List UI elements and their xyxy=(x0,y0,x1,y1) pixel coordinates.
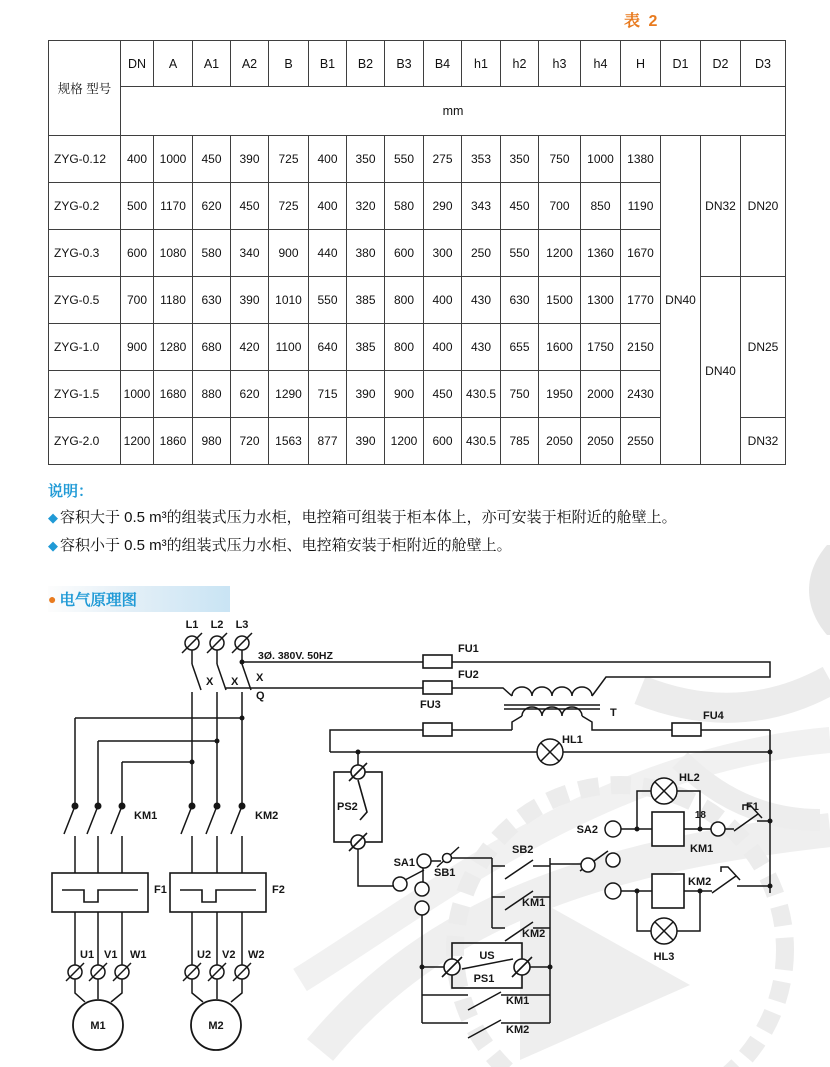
value-cell: 385 xyxy=(347,324,385,371)
value-cell: 2050 xyxy=(539,418,581,465)
col-header: h1 xyxy=(462,41,501,87)
label-t: T xyxy=(610,707,617,719)
lamp-hl3 xyxy=(651,918,677,944)
value-cell: 725 xyxy=(269,136,309,183)
value-cell: 390 xyxy=(231,277,269,324)
value-cell: 880 xyxy=(193,371,231,418)
lamp-hl1 xyxy=(537,739,563,765)
value-cell: 350 xyxy=(347,136,385,183)
diamond-bullet-icon: ◆ xyxy=(48,538,58,553)
label-f1-nc: F1 xyxy=(746,801,759,813)
value-cell: 1000 xyxy=(154,136,193,183)
label-m1: M1 xyxy=(90,1020,106,1032)
label-hl2: HL2 xyxy=(679,772,700,784)
value-cell: 390 xyxy=(347,418,385,465)
label-w2: W2 xyxy=(248,949,265,961)
label-l3: L3 xyxy=(235,619,249,631)
label-f1: F1 xyxy=(154,884,167,896)
model-cell: ZYG-2.0 xyxy=(49,418,121,465)
contactor-coil-km1 xyxy=(652,812,684,846)
value-cell: 400 xyxy=(424,324,462,371)
value-cell: 390 xyxy=(347,371,385,418)
value-cell: 450 xyxy=(424,371,462,418)
label-pin18: 18 xyxy=(694,810,706,821)
value-cell: 715 xyxy=(309,371,347,418)
value-cell: 1563 xyxy=(269,418,309,465)
d-column-cell: DN32 xyxy=(741,418,786,465)
model-cell: ZYG-0.2 xyxy=(49,183,121,230)
note-item xyxy=(48,533,768,558)
notes-title: 说明： xyxy=(48,483,94,500)
fuse-fu3 xyxy=(423,723,452,736)
col-header: A xyxy=(154,41,193,87)
unit-cell: mm xyxy=(121,87,786,136)
label-km2-main: KM2 xyxy=(255,810,279,822)
value-cell: 380 xyxy=(347,230,385,277)
notes-section xyxy=(48,480,768,561)
label-x1: X xyxy=(206,676,214,688)
label-supply: 3Ø. 380V. 50HZ xyxy=(258,650,333,662)
value-cell: 385 xyxy=(347,277,385,324)
value-cell: 680 xyxy=(193,324,231,371)
value-cell: 1670 xyxy=(621,230,661,277)
value-cell: 580 xyxy=(385,183,424,230)
value-cell: 400 xyxy=(309,136,347,183)
label-u2: U2 xyxy=(197,949,212,961)
value-cell: 750 xyxy=(539,136,581,183)
label-x2: X xyxy=(231,676,239,688)
model-cell: ZYG-0.5 xyxy=(49,277,121,324)
value-cell: 1200 xyxy=(539,230,581,277)
label-v1: V1 xyxy=(104,949,118,961)
value-cell: 725 xyxy=(269,183,309,230)
label-fu1: FU1 xyxy=(458,643,479,655)
value-cell: 1200 xyxy=(385,418,424,465)
value-cell: 1770 xyxy=(621,277,661,324)
model-cell: ZYG-0.12 xyxy=(49,136,121,183)
value-cell: 750 xyxy=(501,371,539,418)
value-cell: 1180 xyxy=(154,277,193,324)
value-cell: 877 xyxy=(309,418,347,465)
label-km1-bottom: KM1 xyxy=(506,995,530,1007)
value-cell: 1500 xyxy=(539,277,581,324)
model-cell: ZYG-1.0 xyxy=(49,324,121,371)
col-header: B1 xyxy=(309,41,347,87)
d-column-cell: DN25 xyxy=(741,277,786,418)
note-item xyxy=(48,505,768,530)
value-cell: 2000 xyxy=(581,371,621,418)
value-cell: 620 xyxy=(193,183,231,230)
section-header xyxy=(48,586,230,612)
label-fu2: FU2 xyxy=(458,669,479,681)
table-caption: 表 2 xyxy=(624,13,660,30)
label-sa1: SA1 xyxy=(393,857,415,869)
col-header: DN xyxy=(121,41,154,87)
d-column-cell: DN40 xyxy=(661,136,701,465)
value-cell: 1750 xyxy=(581,324,621,371)
note-text: 容积大于 0.5 m³的组装式压力水柜，电控箱可组装于柜本体上，亦可安装于柜附近的舱壁上。 xyxy=(60,509,677,526)
value-cell: 275 xyxy=(424,136,462,183)
label-m2: M2 xyxy=(208,1020,224,1032)
label-sb2: SB2 xyxy=(512,844,534,856)
col-header: D2 xyxy=(701,41,741,87)
label-x3: X xyxy=(256,672,264,684)
value-cell: 450 xyxy=(501,183,539,230)
supply-terminals xyxy=(182,633,252,653)
value-cell: 400 xyxy=(424,277,462,324)
value-cell: 430.5 xyxy=(462,418,501,465)
header-row xyxy=(49,41,786,87)
fuse-fu4 xyxy=(672,723,701,736)
d-column-cell: DN20 xyxy=(741,136,786,277)
circle-bullet-icon: ● xyxy=(48,591,57,607)
value-cell: 1360 xyxy=(581,230,621,277)
model-cell: ZYG-1.5 xyxy=(49,371,121,418)
thermal-relay-f1 xyxy=(52,873,148,912)
label-km2-aux: KM2 xyxy=(522,928,546,940)
label-hl1: HL1 xyxy=(562,734,583,746)
label-hl3: HL3 xyxy=(653,951,675,963)
label-km1-aux: KM1 xyxy=(522,897,546,909)
value-cell: 1190 xyxy=(621,183,661,230)
label-us: US xyxy=(479,950,495,962)
motor-terminals xyxy=(66,963,251,981)
value-cell: 1080 xyxy=(154,230,193,277)
value-cell: 640 xyxy=(309,324,347,371)
value-cell: 450 xyxy=(193,136,231,183)
value-cell: 2050 xyxy=(581,418,621,465)
value-cell: 1290 xyxy=(269,371,309,418)
note-text: 容积小于 0.5 m³的组装式压力水柜、电控箱安装于柜附近的舱壁上。 xyxy=(60,537,512,554)
value-cell: 900 xyxy=(385,371,424,418)
label-sa2: SA2 xyxy=(576,824,598,836)
value-cell: 400 xyxy=(121,136,154,183)
lamp-hl2 xyxy=(651,778,677,804)
value-cell: 600 xyxy=(385,230,424,277)
col-header: h4 xyxy=(581,41,621,87)
value-cell: 1380 xyxy=(621,136,661,183)
value-cell: 600 xyxy=(424,418,462,465)
value-cell: 430 xyxy=(462,324,501,371)
value-cell: 2550 xyxy=(621,418,661,465)
col-header: A2 xyxy=(231,41,269,87)
value-cell: 655 xyxy=(501,324,539,371)
value-cell: 390 xyxy=(231,136,269,183)
col-header: A1 xyxy=(193,41,231,87)
value-cell: 1280 xyxy=(154,324,193,371)
value-cell: 630 xyxy=(501,277,539,324)
value-cell: 1000 xyxy=(581,136,621,183)
value-cell: 550 xyxy=(309,277,347,324)
value-cell: 800 xyxy=(385,324,424,371)
value-cell: 1860 xyxy=(154,418,193,465)
value-cell: 580 xyxy=(193,230,231,277)
value-cell: 630 xyxy=(193,277,231,324)
value-cell: 353 xyxy=(462,136,501,183)
thermal-relay-f2 xyxy=(170,873,266,912)
label-sb1: SB1 xyxy=(434,867,456,879)
electrical-schematic xyxy=(0,612,830,1067)
col-header: B2 xyxy=(347,41,385,87)
value-cell: 2150 xyxy=(621,324,661,371)
label-l2: L2 xyxy=(210,619,224,631)
value-cell: 785 xyxy=(501,418,539,465)
d-column-cell: DN32 xyxy=(701,136,741,277)
value-cell: 420 xyxy=(231,324,269,371)
value-cell: 430.5 xyxy=(462,371,501,418)
value-cell: 1000 xyxy=(121,371,154,418)
value-cell: 250 xyxy=(462,230,501,277)
col-header: B xyxy=(269,41,309,87)
col-header: H xyxy=(621,41,661,87)
diamond-bullet-icon: ◆ xyxy=(48,510,58,525)
contactor-coil-km2 xyxy=(652,874,684,908)
label-fu3: FU3 xyxy=(420,699,441,711)
col-header: B4 xyxy=(424,41,462,87)
value-cell: 300 xyxy=(424,230,462,277)
label-u1: U1 xyxy=(80,949,95,961)
label-ps2: PS2 xyxy=(337,801,358,813)
value-cell: 550 xyxy=(385,136,424,183)
label-km1-coil: KM1 xyxy=(690,843,714,855)
value-cell: 2430 xyxy=(621,371,661,418)
label-l1: L1 xyxy=(185,619,199,631)
label-km1-main: KM1 xyxy=(134,810,158,822)
unit-row xyxy=(49,87,786,136)
value-cell: 800 xyxy=(385,277,424,324)
table-row xyxy=(49,136,786,183)
value-cell: 550 xyxy=(501,230,539,277)
value-cell: 1600 xyxy=(539,324,581,371)
col-header: B3 xyxy=(385,41,424,87)
value-cell: 1300 xyxy=(581,277,621,324)
value-cell: 700 xyxy=(539,183,581,230)
value-cell: 500 xyxy=(121,183,154,230)
value-cell: 320 xyxy=(347,183,385,230)
d-column-cell: DN40 xyxy=(701,277,741,465)
value-cell: 430 xyxy=(462,277,501,324)
spec-table xyxy=(48,40,786,465)
col-header: h3 xyxy=(539,41,581,87)
value-cell: 600 xyxy=(121,230,154,277)
section-title: 电气原理图 xyxy=(59,592,137,609)
value-cell: 1170 xyxy=(154,183,193,230)
label-f2: F2 xyxy=(272,884,285,896)
label-ps1: PS1 xyxy=(473,973,495,985)
value-cell: 1010 xyxy=(269,277,309,324)
value-cell: 850 xyxy=(581,183,621,230)
value-cell: 350 xyxy=(501,136,539,183)
value-cell: 720 xyxy=(231,418,269,465)
value-cell: 1950 xyxy=(539,371,581,418)
value-cell: 700 xyxy=(121,277,154,324)
value-cell: 343 xyxy=(462,183,501,230)
col-header: D3 xyxy=(741,41,786,87)
model-cell: ZYG-0.3 xyxy=(49,230,121,277)
label-v2: V2 xyxy=(222,949,236,961)
label-km2-bottom: KM2 xyxy=(506,1024,530,1036)
fuse-fu2 xyxy=(423,681,452,694)
row-header-label: 规格 型号 xyxy=(49,41,121,136)
value-cell: 290 xyxy=(424,183,462,230)
value-cell: 980 xyxy=(193,418,231,465)
value-cell: 1100 xyxy=(269,324,309,371)
label-w1: W1 xyxy=(130,949,147,961)
value-cell: 900 xyxy=(121,324,154,371)
label-km2-coil: KM2 xyxy=(688,876,712,888)
col-header: h2 xyxy=(501,41,539,87)
value-cell: 450 xyxy=(231,183,269,230)
value-cell: 400 xyxy=(309,183,347,230)
label-q: Q xyxy=(256,690,265,702)
value-cell: 1200 xyxy=(121,418,154,465)
value-cell: 340 xyxy=(231,230,269,277)
col-header: D1 xyxy=(661,41,701,87)
value-cell: 440 xyxy=(309,230,347,277)
value-cell: 620 xyxy=(231,371,269,418)
value-cell: 900 xyxy=(269,230,309,277)
fuse-fu1 xyxy=(423,655,452,668)
label-fu4: FU4 xyxy=(703,710,724,722)
value-cell: 1680 xyxy=(154,371,193,418)
